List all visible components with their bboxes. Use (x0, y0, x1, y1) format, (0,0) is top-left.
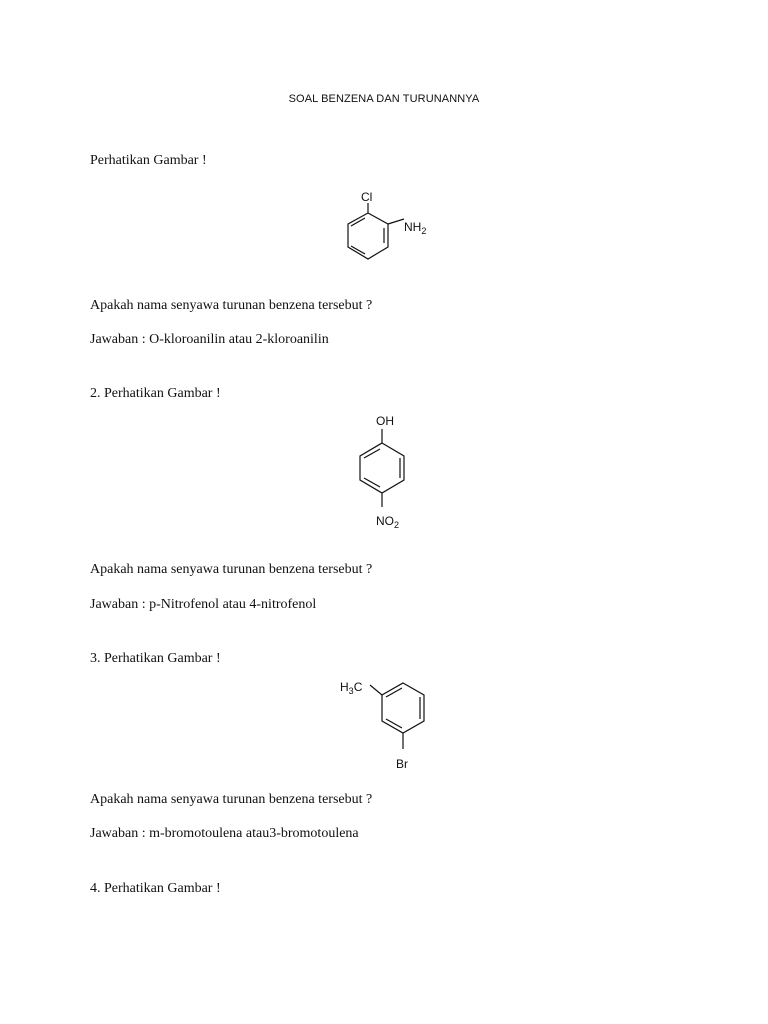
question-3-prompt: 3. Perhatikan Gambar ! (90, 651, 221, 666)
question-1-text: Apakah nama senyawa turunan benzena tersebut ? (90, 298, 373, 313)
page-title: SOAL BENZENA DAN TURUNANNYA (288, 93, 480, 105)
molecule-4-nitrophenol (300, 412, 468, 542)
ring-double-bond (386, 719, 402, 728)
bromine-label: Br (396, 757, 408, 771)
benzene-ring (382, 683, 424, 733)
ring-double-bond (386, 688, 402, 697)
ring-double-bond (364, 449, 380, 458)
question-2-text: Apakah nama senyawa turunan benzena tersebut ? (90, 562, 373, 577)
molecule-2-chloroaniline (300, 186, 468, 286)
question-3-answer: Jawaban : m-bromotoulena atau3-bromotoulena (90, 826, 359, 841)
chlorine-label: Cl (361, 190, 373, 204)
bond-amine (388, 219, 404, 224)
question-4-prompt: 4. Perhatikan Gambar ! (90, 881, 221, 896)
bond-methyl (370, 685, 382, 695)
benzene-ring (360, 443, 404, 493)
ring-double-bond (364, 478, 380, 487)
nitro-label: $NO_2$ (376, 514, 400, 530)
question-1-answer: Jawaban : O-kloroanilin atau 2-kloroanilin (90, 332, 329, 347)
methyl-label: $H_3C$ (340, 680, 363, 696)
ring-double-bond (351, 218, 365, 226)
question-3-text: Apakah nama senyawa turunan benzena tersebut ? (90, 792, 373, 807)
amine-label: $NH_2$ (404, 220, 427, 236)
molecule-3-bromotoluene (300, 676, 468, 776)
hydroxyl-label: OH (376, 414, 394, 428)
question-2-prompt: 2. Perhatikan Gambar ! (90, 386, 221, 401)
question-2-answer: Jawaban : p-Nitrofenol atau 4-nitrofenol (90, 597, 317, 612)
benzene-ring (348, 213, 388, 259)
question-1-prompt: Perhatikan Gambar ! (90, 153, 207, 168)
